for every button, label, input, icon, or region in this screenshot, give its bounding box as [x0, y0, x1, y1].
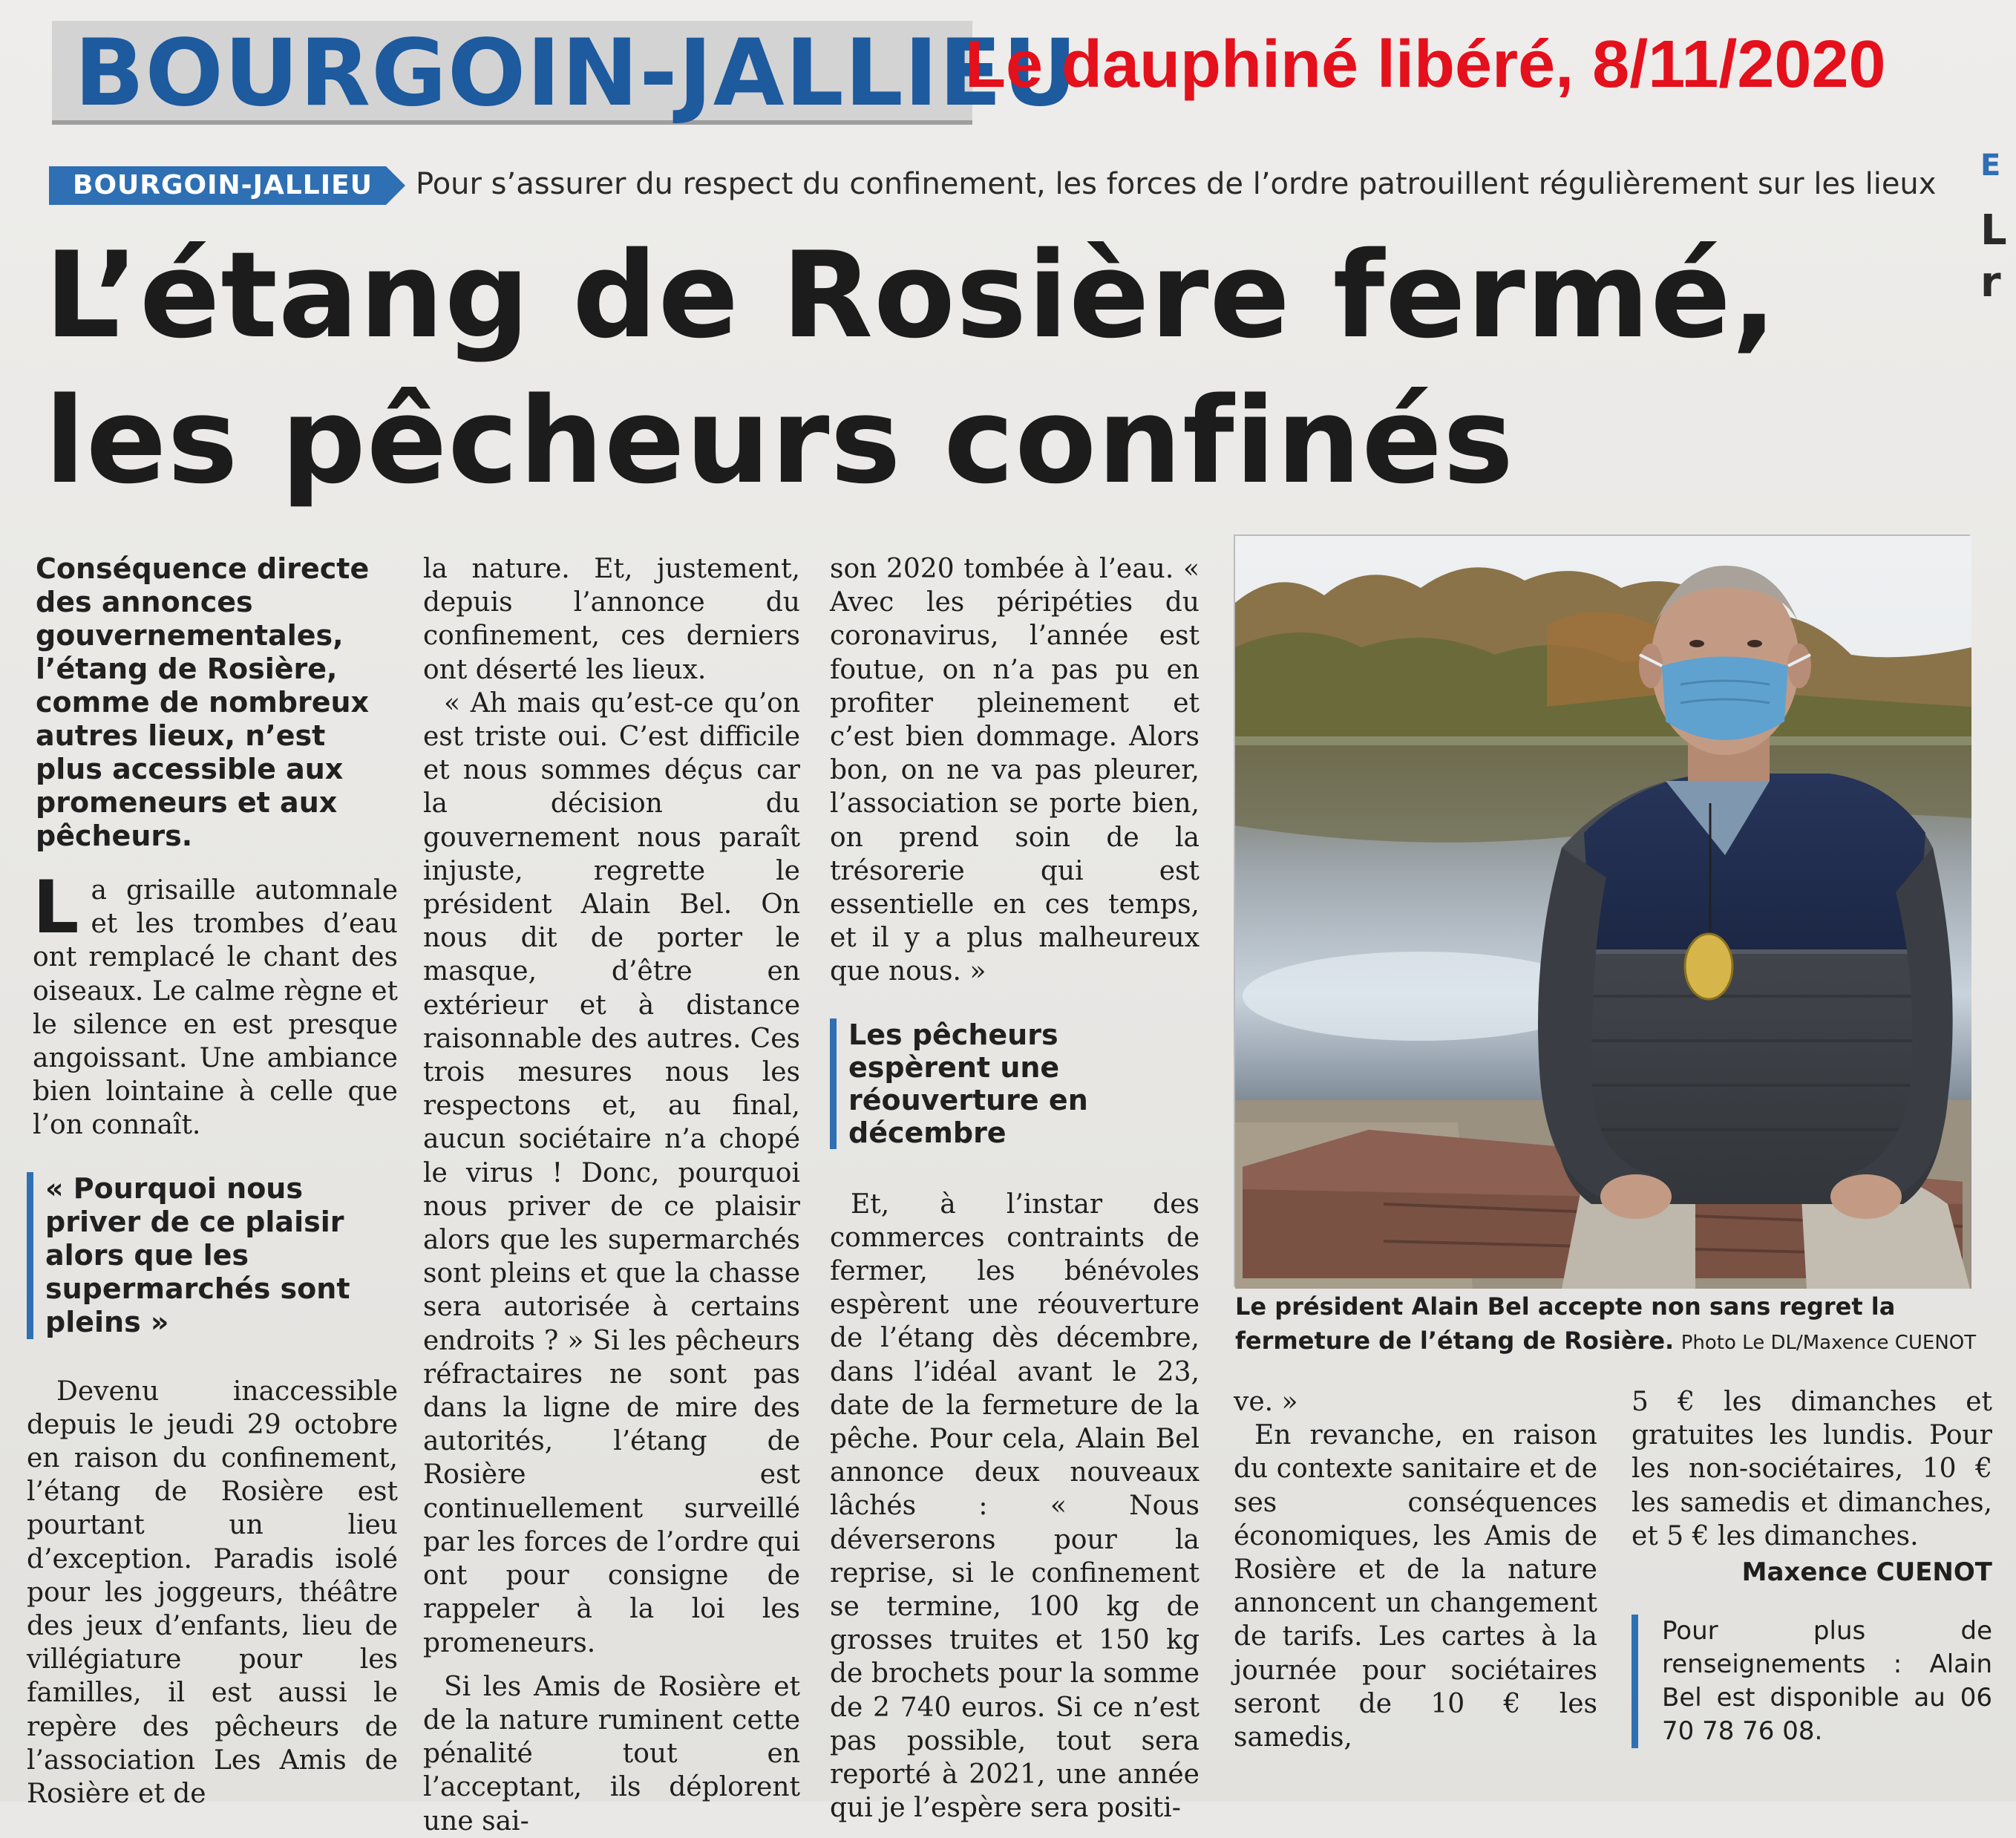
article-photo [1234, 534, 1970, 1287]
body-paragraph-10: 5 € les dimanches et gratuites les lundis. Pour les non-sociétaires, 10 € les samedis et dimanches, et 5 € les dimanches. [1632, 1387, 1992, 1551]
drop-cap: L [33, 866, 79, 950]
body-paragraph-1-text: a grisaille automnale et les trombes d’eau ont remplacé le chant des oiseaux. Le calme règne et le silence en est presque angoissant. Une ambiance bien lointaine à celle que l’on connaît. [33, 875, 398, 1141]
author-signature: Maxence CUENOT [1741, 1557, 1992, 1588]
kicker-text: Pour s’assurer du respect du confinement, les forces de l’ordre patrouillent régulièrement sur les lieux [416, 167, 1937, 201]
body-paragraph-5: Si les Amis de Rosière et de la nature ruminent cette pénalité tout en l’acceptant, ils déplorent une sai- [423, 1671, 800, 1837]
headline-line-2: les pêcheurs confinés [45, 371, 1515, 510]
article-column-2 [423, 552, 800, 1838]
article-column-1 [27, 552, 398, 1811]
headline [45, 223, 1778, 514]
neighbour-kicker-fragment: E [1980, 148, 2001, 183]
article-column-5 [1632, 1385, 1992, 1748]
body-paragraph-9: En revanche, en raison du contexte sanitaire et de ses conséquences économiques, les Amis de Rosière et de la nature annoncent un changement de tarifs. Les cartes à la journée pour sociétaires seront de 10 € les samedis, [1234, 1420, 1597, 1753]
subheading: Les pêcheurs espèrent une réouverture en décembre [830, 1018, 1200, 1149]
lake-portrait-illustration [1235, 536, 1971, 1289]
pull-quote: « Pourquoi nous priver de ce plaisir alors que les supermarchés sont pleins » [27, 1172, 398, 1339]
article-column-4 [1234, 1385, 1597, 1754]
source-overlay-label: Le dauphiné libéré, 8/11/2020 [965, 27, 1886, 102]
body-paragraph-8: ve. » [1234, 1387, 1298, 1417]
headline-line-1: L’étang de Rosière fermé, [45, 226, 1778, 364]
body-paragraph-1 [27, 866, 398, 1142]
body-paragraph-4: « Ah mais qu’est-ce qu’on est triste oui. C’est difficile et nous sommes déçus car la décision du gouvernement nous paraît injuste, regrette le président Alain Bel. On nous dit de porter le masque, d’être en extérieur et à distance raisonnable des autres. Ces trois mesures nous les respectons et, au final, aucun sociétaire n’a chopé le virus ! Donc, pourquoi nous priver de ce plaisir alors que les supermarchés sont pleins et que la chasse sera autorisée à certains endroits ? » Si les pêcheurs réfractaires ne sont pas dans la ligne de mire des autorités, l’étang de Rosière est continuellement surveillé par les forces de l’ordre qui ont pour consigne de rappeler à la loi les promeneurs. [423, 687, 800, 1658]
masthead-city: BOURGOIN-JALLIEU [74, 20, 1079, 127]
info-box: Pour plus de renseignements : Alain Bel est disponible au 06 70 78 76 08. [1632, 1615, 1992, 1748]
photo-caption [1235, 1290, 1977, 1359]
article-column-3 [830, 552, 1200, 1825]
body-paragraph-7: Et, à l’instar des commerces contraints de fermer, les bénévoles espèrent une réouverture de l’étang dès décembre, dans l’idéal avant le 23, date de la fermeture de la pêche. Pour cela, Alain Bel annonce deux nouveaux lâchés : « Nous déverserons pour la reprise, si le confinement se termine, 100 kg de grosses truites et 150 kg de brochets pour la somme de 2 740 euros. Si ce n’est pas possible, tout sera reporté à 2021, une année qui je l’espère sera positi- [830, 1188, 1200, 1824]
body-paragraph-6: son 2020 tombée à l’eau. « Avec les péripéties du coronavirus, l’année est foutue, on n’a pas pu en profiter pleinement et c’est bien dommage. Alors bon, on ne va pas pleurer, l’association se porte bien, on prend soin de la trésorerie qui est essentielle en ces temps, et il y a plus malheureux que nous. » [830, 554, 1200, 987]
kicker-badge: BOURGOIN-JALLIEU [49, 166, 386, 205]
body-paragraph-2: Devenu inaccessible depuis le jeudi 29 octobre en raison du confinement, l’étang de Rosière est pourtant un lieu d’exception. Paradis isolé pour les joggeurs, théâtre des jeux d’enfants, lieu de villégiature pour les familles, il est aussi le repère des pêcheurs de l’association Les Amis de Rosière et de [27, 1376, 398, 1810]
photo-caption-text: Le président Alain Bel accepte non sans regret la fermeture de l’étang de Rosière. [1235, 1292, 1896, 1355]
neighbour-article-edge [1980, 148, 2016, 309]
masthead-banner [52, 20, 1079, 127]
body-paragraph-3: la nature. Et, justement, depuis l’annonce du confinement, ces derniers ont déserté les lieux. [423, 554, 800, 685]
photo-credit: Photo Le DL/Maxence CUENOT [1680, 1332, 1977, 1354]
neighbour-headline-fragment-2: r [1980, 258, 2001, 307]
article-lead: Conséquence directe des annonces gouvernementales, l’étang de Rosière, comme de nombreux autres lieux, n’est plus accessible aux promeneurs et aux pêcheurs. [36, 552, 370, 852]
neighbour-headline-fragment-1: L [1980, 206, 2007, 255]
